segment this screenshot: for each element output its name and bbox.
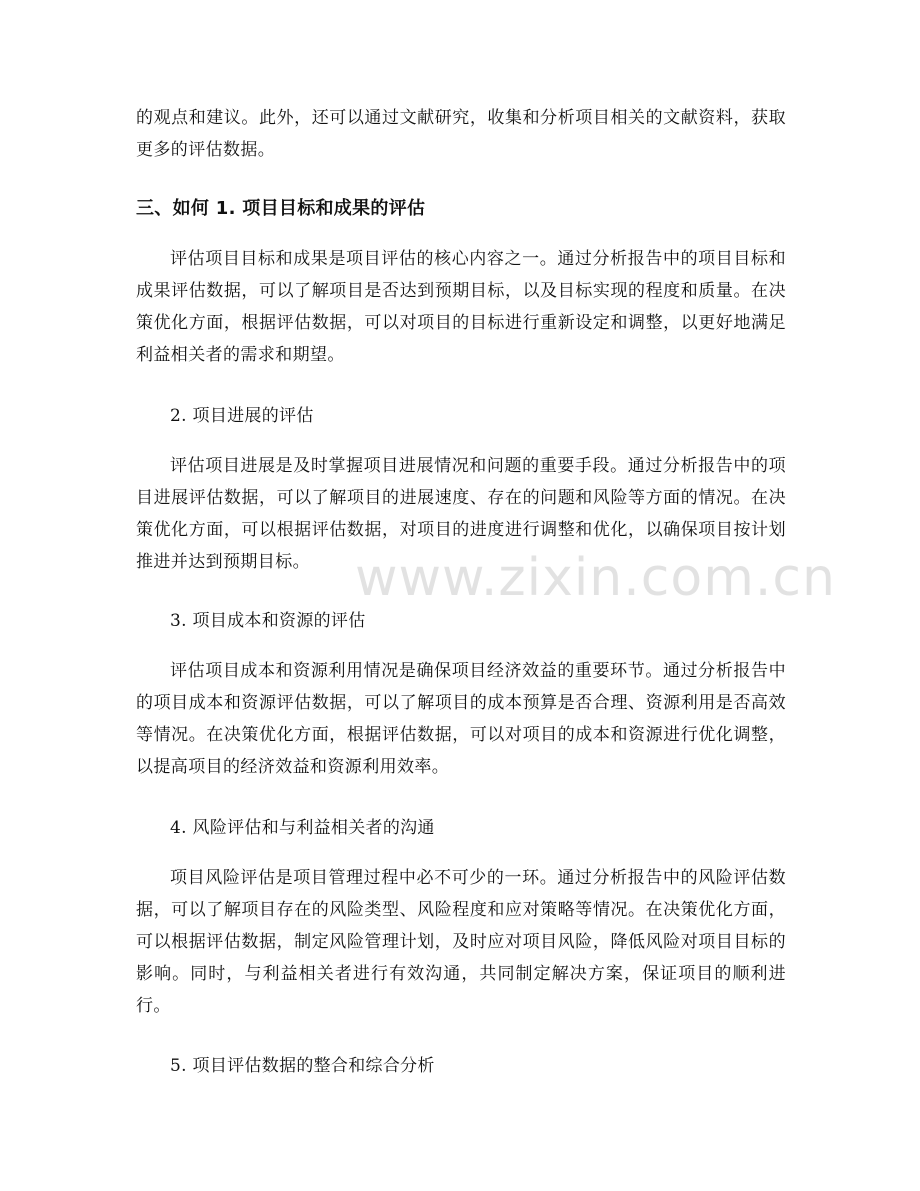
watermark: www.zixin.com.cn [355,548,836,608]
section4-heading: 4. 风险评估和与利益相关者的沟通 [170,818,435,838]
intro-paragraph: 的观点和建议。此外，还可以通过文献研究，收集和分析项目相关的文献资料，获取更多的评估数据。 [136,108,786,160]
section5-heading: 5. 项目评估数据的整合和综合分析 [170,1056,435,1076]
section-heading: 三、如何 1. 项目目标和成果的评估 [136,198,426,219]
section2-paragraph: 评估项目进展是及时掌握项目进展情况和问题的重要手段。通过分析报告中的项目进展评估数据，可以了解项目的进展速度、存在的问题和风险等方面的情况。在决策优化方面，可以根据评估数据，对项目的进度进行调整和优化，以确保项目按计划推进并达到预期目标。 [136,456,786,572]
section3-paragraph: 评估项目成本和资源利用情况是确保项目经济效益的重要环节。通过分析报告中的项目成本和资源评估数据，可以了解项目的成本预算是否合理、资源利用是否高效等情况。在决策优化方面，根据评估数据，可以对项目的成本和资源进行优化调整，以提高项目的经济效益和资源利用效率。 [136,661,786,777]
section3-heading: 3. 项目成本和资源的评估 [170,611,366,631]
section2-heading: 2. 项目进展的评估 [170,406,314,426]
section1-paragraph: 评估项目目标和成果是项目评估的核心内容之一。通过分析报告中的项目目标和成果评估数据，可以了解项目是否达到预期目标，以及目标实现的程度和质量。在决策优化方面，根据评估数据，可以对项目的目标进行重新设定和调整，以更好地满足利益相关者的需求和期望。 [136,249,786,365]
section4-paragraph: 项目风险评估是项目管理过程中必不可少的一环。通过分析报告中的风险评估数据，可以了解项目存在的风险类型、风险程度和应对策略等情况。在决策优化方面，可以根据评估数据，制定风险管理计划，及时应对项目风险，降低风险对项目目标的影响。同时，与利益相关者进行有效沟通，共同制定解决方案，保证项目的顺利进行。 [136,868,786,1016]
